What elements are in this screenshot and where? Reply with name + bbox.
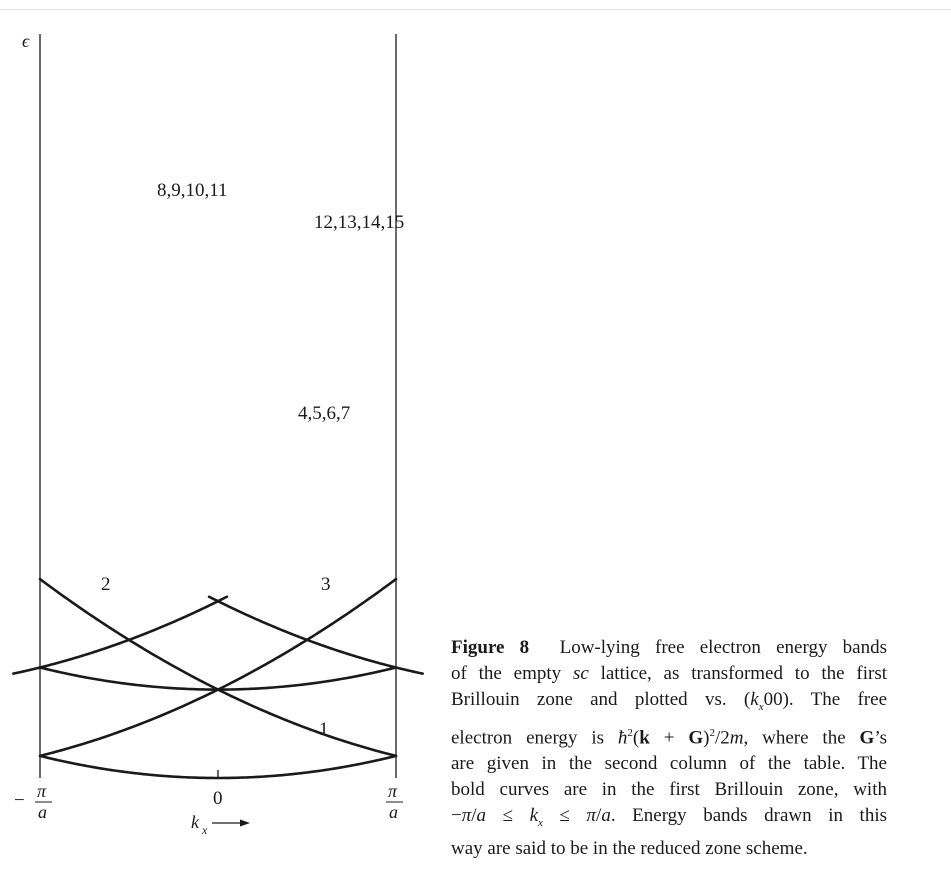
figure-label: Figure 8 xyxy=(451,637,530,658)
x-tick-center: 0 xyxy=(213,788,223,809)
band-label-3: 3 xyxy=(321,574,331,595)
caption-line-3: Brillouin zone and plotted vs. $(k_x00)$. The free xyxy=(451,688,888,713)
caption-line-8: way are said to be in the reduced zone scheme. xyxy=(451,838,808,860)
band-curve-3 xyxy=(40,579,396,756)
figure-caption xyxy=(451,635,887,862)
x-axis-label-subscript: x xyxy=(202,823,208,837)
band-curve-4 xyxy=(40,668,396,690)
x-axis-arrow-head xyxy=(240,820,250,827)
caption-line-4: electron energy is $ħ^2(k + G)^2/2m$, where the G’s xyxy=(451,726,887,748)
band-curves xyxy=(13,579,422,778)
band-label-8-11: 8,9,10,11 xyxy=(157,180,228,201)
band-curve-2 xyxy=(40,579,396,756)
caption-line-5: are given in the second column of the table. The xyxy=(451,752,887,774)
caption-line-1-text: Low-lying free electron energy bands xyxy=(559,637,887,658)
x-tick-left-sign: − xyxy=(14,790,25,811)
caption-line-7: $-\pi/a \le k_x \le \pi/a$. Energy bands drawn in this xyxy=(451,804,887,829)
caption-line-6: bold curves are in the first Brillouin zone, with xyxy=(451,778,887,800)
x-tick-left-numerator: π xyxy=(37,781,47,801)
caption-line-1 xyxy=(451,635,887,661)
band-label-2: 2 xyxy=(101,574,111,595)
caption-line-2: of the empty sc lattice, as transformed to the first xyxy=(451,662,888,684)
band-label-1: 1 xyxy=(319,719,329,740)
x-tick-right-denominator: a xyxy=(389,802,398,822)
band-label-12-15: 12,13,14,15 xyxy=(314,212,405,233)
x-tick-right-numerator: π xyxy=(388,781,398,801)
band-label-4-7: 4,5,6,7 xyxy=(298,403,351,424)
x-axis-label: k xyxy=(191,812,199,832)
x-tick-left-denominator: a xyxy=(38,802,47,822)
y-axis-label: ϵ xyxy=(22,31,30,51)
